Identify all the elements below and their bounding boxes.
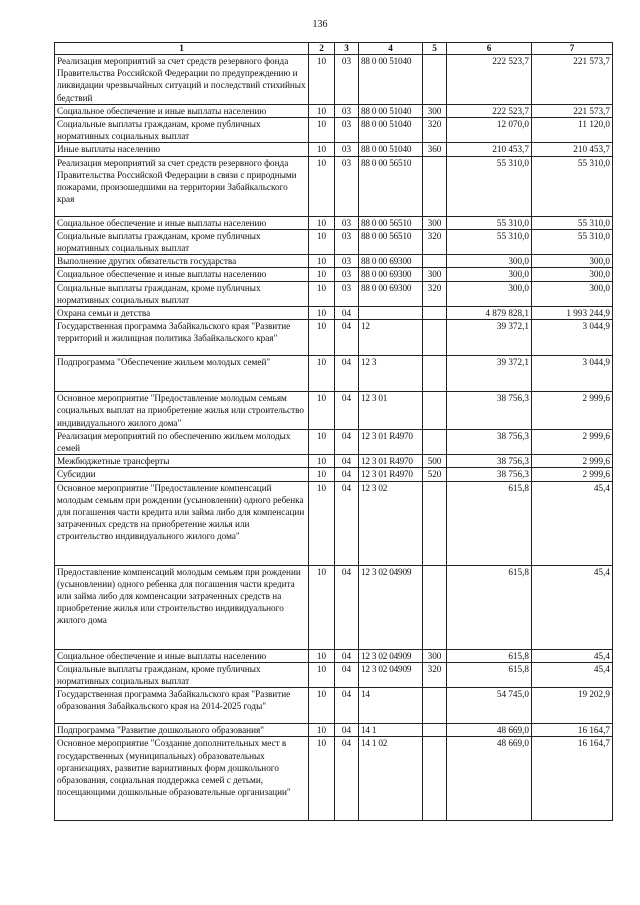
table-row (55, 429, 613, 454)
row-section: 10 (309, 429, 335, 454)
row-name: Подпрограмма "Развитие дошкольного образования" (55, 724, 309, 737)
row-target-article: 12 3 02 04909 (359, 649, 423, 662)
row-subsection: 04 (335, 307, 359, 320)
row-target-article: 88 0 00 51040 (359, 143, 423, 156)
row-target-article: 12 3 01 R4970 (359, 455, 423, 468)
header-col-7: 7 (532, 43, 613, 55)
row-expense-type: 520 (423, 468, 447, 481)
row-subsection: 04 (335, 481, 359, 565)
row-amount-1: 55 310,0 (447, 229, 532, 254)
table-row (55, 392, 613, 430)
row-target-article: 88 0 00 56510 (359, 156, 423, 216)
row-subsection: 04 (335, 392, 359, 430)
row-name: Государственная программа Забайкальского края "Развитие образования Забайкальского края на 2014-2025 годы" (55, 688, 309, 724)
row-amount-2: 55 310,0 (532, 216, 613, 229)
table-row (55, 118, 613, 143)
row-expense-type (423, 688, 447, 724)
table-row (55, 565, 613, 649)
row-amount-2: 45,4 (532, 662, 613, 687)
row-expense-type: 300 (423, 216, 447, 229)
row-subsection: 04 (335, 468, 359, 481)
row-section: 10 (309, 55, 335, 105)
row-name: Охрана семьи и детства (55, 307, 309, 320)
row-amount-1: 222 523,7 (447, 55, 532, 105)
row-amount-1: 39 372,1 (447, 356, 532, 392)
row-amount-2: 221 573,7 (532, 55, 613, 105)
row-name: Государственная программа Забайкальского края "Развитие территорий и жилищная политика Забайкальского края" (55, 320, 309, 356)
row-subsection: 04 (335, 737, 359, 821)
table-row (55, 229, 613, 254)
table-row (55, 688, 613, 724)
table-row (55, 307, 613, 320)
row-target-article: 14 1 (359, 724, 423, 737)
row-name: Реализация мероприятий за счет средств резервного фонда Правительства Российской Федерации по предупреждению и ликвидации чрезвычайных ситуаций и последствий стихийных бедствий (55, 55, 309, 105)
header-col-4: 4 (359, 43, 423, 55)
row-subsection: 04 (335, 455, 359, 468)
row-target-article: 12 3 (359, 356, 423, 392)
row-name: Основное мероприятие "Предоставление молодым семьям социальных выплат на приобретение жилья или строительство индивидуального жилого дома" (55, 392, 309, 430)
row-expense-type (423, 307, 447, 320)
row-expense-type (423, 565, 447, 649)
row-name: Основное мероприятие "Предоставление компенсаций молодым семьям при рождении (усыновлении) одного ребенка для погашения части кредита или займа либо для компенсации затраченных средств на приобретение жилья или строительство индивидуального жилого дома" (55, 481, 309, 565)
row-target-article: 14 1 02 (359, 737, 423, 821)
row-name: Социальное обеспечение и иные выплаты населению (55, 268, 309, 281)
row-subsection: 03 (335, 229, 359, 254)
row-section: 10 (309, 737, 335, 821)
row-amount-2: 300,0 (532, 281, 613, 306)
row-amount-2: 16 164,7 (532, 724, 613, 737)
row-section: 10 (309, 565, 335, 649)
table-row (55, 662, 613, 687)
row-section: 10 (309, 229, 335, 254)
row-section: 10 (309, 724, 335, 737)
row-name: Межбюджетные трансферты (55, 455, 309, 468)
row-name: Социальные выплаты гражданам, кроме публичных нормативных социальных выплат (55, 118, 309, 143)
table-body (55, 55, 613, 821)
row-amount-1: 48 669,0 (447, 724, 532, 737)
header-col-2: 2 (309, 43, 335, 55)
row-target-article: 12 3 01 (359, 392, 423, 430)
row-expense-type: 320 (423, 281, 447, 306)
row-target-article: 88 0 00 56510 (359, 216, 423, 229)
row-amount-1: 38 756,3 (447, 429, 532, 454)
row-amount-1: 38 756,3 (447, 455, 532, 468)
row-target-article (359, 307, 423, 320)
row-amount-2: 210 453,7 (532, 143, 613, 156)
header-row (55, 43, 613, 55)
row-target-article: 88 0 00 51040 (359, 55, 423, 105)
row-expense-type (423, 724, 447, 737)
row-amount-1: 300,0 (447, 255, 532, 268)
row-target-article: 88 0 00 56510 (359, 229, 423, 254)
row-target-article: 88 0 00 69300 (359, 281, 423, 306)
header-col-3: 3 (335, 43, 359, 55)
table-row (55, 104, 613, 117)
row-subsection: 03 (335, 268, 359, 281)
row-amount-1: 210 453,7 (447, 143, 532, 156)
row-expense-type: 500 (423, 455, 447, 468)
row-expense-type: 320 (423, 229, 447, 254)
row-amount-2: 45,4 (532, 481, 613, 565)
header-col-1: 1 (55, 43, 309, 55)
row-name: Реализация мероприятий за счет средств резервного фонда Правительства Российской Федерации в связи с природными пожарами, произошедшими на территории Забайкальского края (55, 156, 309, 216)
table-row (55, 268, 613, 281)
row-target-article: 12 3 02 (359, 481, 423, 565)
row-section: 10 (309, 392, 335, 430)
row-amount-2: 2 999,6 (532, 468, 613, 481)
row-subsection: 03 (335, 281, 359, 306)
row-subsection: 04 (335, 649, 359, 662)
row-target-article: 12 3 01 R4970 (359, 429, 423, 454)
row-amount-1: 39 372,1 (447, 320, 532, 356)
row-name: Социальное обеспечение и иные выплаты населению (55, 649, 309, 662)
row-target-article: 88 0 00 51040 (359, 118, 423, 143)
table-row (55, 649, 613, 662)
row-name: Социальные выплаты гражданам, кроме публичных нормативных социальных выплат (55, 229, 309, 254)
row-amount-2: 221 573,7 (532, 104, 613, 117)
row-amount-1: 615,8 (447, 662, 532, 687)
row-amount-1: 54 745,0 (447, 688, 532, 724)
row-amount-1: 38 756,3 (447, 468, 532, 481)
row-target-article: 88 0 00 69300 (359, 255, 423, 268)
row-subsection: 03 (335, 143, 359, 156)
row-amount-2: 300,0 (532, 255, 613, 268)
row-subsection: 03 (335, 55, 359, 105)
row-section: 10 (309, 649, 335, 662)
row-amount-2: 300,0 (532, 268, 613, 281)
row-expense-type: 320 (423, 662, 447, 687)
row-expense-type (423, 55, 447, 105)
row-section: 10 (309, 481, 335, 565)
row-target-article: 12 3 02 04909 (359, 565, 423, 649)
row-amount-1: 615,8 (447, 565, 532, 649)
row-amount-2: 2 999,6 (532, 455, 613, 468)
row-subsection: 04 (335, 724, 359, 737)
row-target-article: 12 (359, 320, 423, 356)
row-subsection: 04 (335, 565, 359, 649)
row-expense-type (423, 481, 447, 565)
row-subsection: 04 (335, 356, 359, 392)
row-name: Субсидии (55, 468, 309, 481)
row-subsection: 04 (335, 662, 359, 687)
row-amount-1: 48 669,0 (447, 737, 532, 821)
row-name: Предоставление компенсаций молодым семьям при рождении (усыновлении) одного ребенка для погашения части кредита или займа либо для компенсации затраченных средств на приобретение жилья или строительство индивидуального жилого дома (55, 565, 309, 649)
row-amount-1: 615,8 (447, 649, 532, 662)
row-subsection: 03 (335, 104, 359, 117)
row-name: Иные выплаты населению (55, 143, 309, 156)
row-name: Основное мероприятие "Создание дополнительных мест в государственных (муниципальных) образовательных организациях, развитие вариативных форм дошкольного образования, социальная поддержка семей с детьми, посещающими дошкольные образовательные организации" (55, 737, 309, 821)
row-section: 10 (309, 118, 335, 143)
row-amount-1: 300,0 (447, 268, 532, 281)
row-amount-1: 4 879 828,1 (447, 307, 532, 320)
row-expense-type (423, 429, 447, 454)
row-section: 10 (309, 268, 335, 281)
row-name: Социальное обеспечение и иные выплаты населению (55, 216, 309, 229)
table-row (55, 281, 613, 306)
table-row (55, 455, 613, 468)
row-subsection: 03 (335, 156, 359, 216)
row-section: 10 (309, 320, 335, 356)
row-subsection: 03 (335, 255, 359, 268)
table-row (55, 156, 613, 216)
row-amount-1: 12 070,0 (447, 118, 532, 143)
budget-table (54, 42, 613, 821)
row-target-article: 88 0 00 51040 (359, 104, 423, 117)
row-expense-type (423, 320, 447, 356)
row-amount-1: 222 523,7 (447, 104, 532, 117)
table-row (55, 255, 613, 268)
row-target-article: 12 3 01 R4970 (359, 468, 423, 481)
table-row (55, 216, 613, 229)
table-row (55, 481, 613, 565)
row-name: Реализация мероприятий по обеспечению жильем молодых семей (55, 429, 309, 454)
row-amount-2: 3 044,9 (532, 356, 613, 392)
row-amount-1: 55 310,0 (447, 156, 532, 216)
row-amount-2: 11 120,0 (532, 118, 613, 143)
row-section: 10 (309, 455, 335, 468)
header-col-5: 5 (423, 43, 447, 55)
row-target-article: 88 0 00 69300 (359, 268, 423, 281)
row-amount-2: 55 310,0 (532, 229, 613, 254)
row-amount-2: 2 999,6 (532, 392, 613, 430)
row-expense-type: 300 (423, 268, 447, 281)
row-amount-2: 19 202,9 (532, 688, 613, 724)
row-section: 10 (309, 156, 335, 216)
row-section: 10 (309, 468, 335, 481)
row-expense-type: 320 (423, 118, 447, 143)
row-section: 10 (309, 143, 335, 156)
row-section: 10 (309, 662, 335, 687)
row-amount-2: 45,4 (532, 649, 613, 662)
row-expense-type: 300 (423, 649, 447, 662)
table-row (55, 55, 613, 105)
row-subsection: 03 (335, 118, 359, 143)
row-expense-type: 300 (423, 104, 447, 117)
row-amount-2: 45,4 (532, 565, 613, 649)
row-expense-type (423, 356, 447, 392)
table-row (55, 737, 613, 821)
row-amount-1: 615,8 (447, 481, 532, 565)
row-expense-type (423, 156, 447, 216)
row-section: 10 (309, 104, 335, 117)
row-section: 10 (309, 216, 335, 229)
row-amount-2: 55 310,0 (532, 156, 613, 216)
table-row (55, 320, 613, 356)
row-name: Социальные выплаты гражданам, кроме публичных нормативных социальных выплат (55, 662, 309, 687)
row-name: Подпрограмма "Обеспечение жильем молодых семей" (55, 356, 309, 392)
row-subsection: 04 (335, 688, 359, 724)
row-subsection: 04 (335, 429, 359, 454)
row-amount-2: 2 999,6 (532, 429, 613, 454)
row-expense-type (423, 255, 447, 268)
row-subsection: 03 (335, 216, 359, 229)
row-section: 10 (309, 688, 335, 724)
table-row (55, 143, 613, 156)
row-name: Социальные выплаты гражданам, кроме публичных нормативных социальных выплат (55, 281, 309, 306)
row-subsection: 04 (335, 320, 359, 356)
row-target-article: 12 3 02 04909 (359, 662, 423, 687)
row-amount-2: 1 993 244,9 (532, 307, 613, 320)
row-name: Выполнение других обязательств государства (55, 255, 309, 268)
row-expense-type (423, 392, 447, 430)
row-amount-1: 38 756,3 (447, 392, 532, 430)
row-target-article: 14 (359, 688, 423, 724)
row-name: Социальное обеспечение и иные выплаты населению (55, 104, 309, 117)
row-amount-2: 16 164,7 (532, 737, 613, 821)
row-expense-type (423, 737, 447, 821)
table-row (55, 356, 613, 392)
header-col-6: 6 (447, 43, 532, 55)
page-number: 136 (312, 19, 328, 30)
row-amount-2: 3 044,9 (532, 320, 613, 356)
row-amount-1: 55 310,0 (447, 216, 532, 229)
row-section: 10 (309, 307, 335, 320)
row-expense-type: 360 (423, 143, 447, 156)
row-amount-1: 300,0 (447, 281, 532, 306)
table-row (55, 468, 613, 481)
row-section: 10 (309, 356, 335, 392)
row-section: 10 (309, 255, 335, 268)
row-section: 10 (309, 281, 335, 306)
table-row (55, 724, 613, 737)
